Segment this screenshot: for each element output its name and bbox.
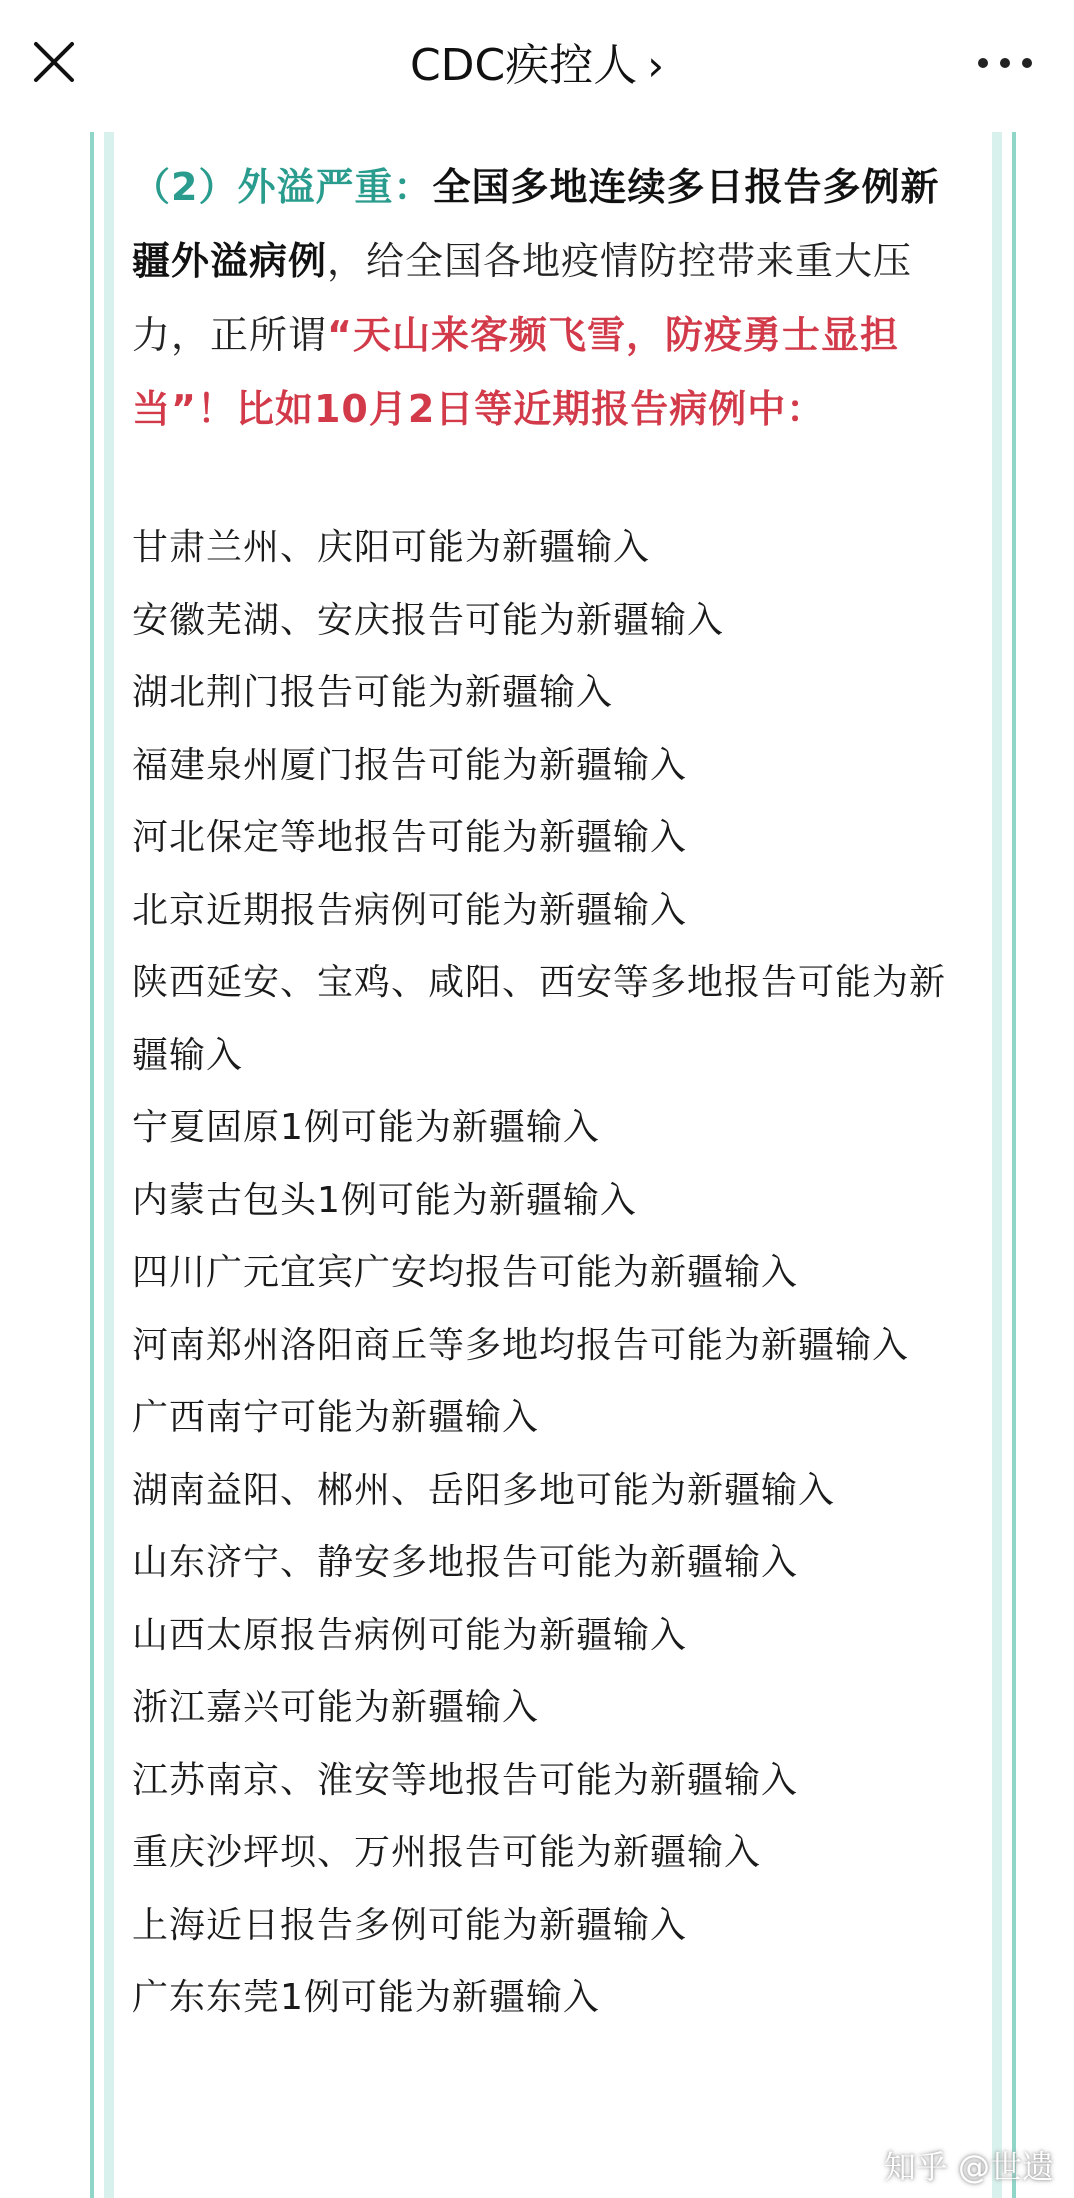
list-item: 内蒙古包头1例可能为新疆输入 xyxy=(132,1179,637,1221)
list-item: 宁夏固原1例可能为新疆输入 xyxy=(132,1107,600,1148)
list-item: 河北保定等地报告可能为新疆输入 xyxy=(132,817,688,858)
account-name: CDC疾控人 xyxy=(409,40,638,91)
list-item: 上海近日报告多例可能为新疆输入 xyxy=(132,1904,688,1946)
list-item: 四川广元宜宾广安均报告可能为新疆输入 xyxy=(132,1252,799,1293)
list-item: 广东东莞1例可能为新疆输入 xyxy=(132,1977,600,2018)
list-item: 甘肃兰州、庆阳可能为新疆输入 xyxy=(132,527,651,568)
list-item: 浙江嘉兴可能为新疆输入 xyxy=(132,1687,540,1728)
list-item: 安徽芜湖、安庆报告可能为新疆输入 xyxy=(132,599,725,641)
intro-normal-text: ，给全国各地疫情防控带来重大压力，正所谓 xyxy=(132,239,913,357)
intro-bold-text: 全国多地连续多日报告多例新疆外溢病例 xyxy=(132,165,940,283)
intro-paragraph xyxy=(132,150,962,446)
article-content xyxy=(132,150,962,2035)
account-title-link[interactable] xyxy=(0,0,1074,132)
case-list xyxy=(132,512,962,2035)
list-item: 湖北荆门报告可能为新疆输入 xyxy=(132,672,614,713)
list-item: 江苏南京、淮安等地报告可能为新疆输入 xyxy=(132,1759,799,1801)
top-navbar xyxy=(0,0,1074,132)
more-dots-icon[interactable] xyxy=(978,58,1034,74)
section-heading: （2）外溢严重： xyxy=(132,165,433,209)
list-item: 河南郑州洛阳商丘等多地均报告可能为新疆输入 xyxy=(132,1324,910,1366)
list-item: 北京近期报告病例可能为新疆输入 xyxy=(132,889,688,931)
list-item: 重庆沙坪坝、万州报告可能为新疆输入 xyxy=(132,1832,762,1873)
list-item: 陕西延安、宝鸡、咸阳、西安等多地报告可能为新疆输入 xyxy=(132,962,947,1076)
list-item: 广西南宁可能为新疆输入 xyxy=(132,1397,540,1438)
list-item: 湖南益阳、郴州、岳阳多地可能为新疆输入 xyxy=(132,1469,836,1511)
list-item: 山东济宁、静安多地报告可能为新疆输入 xyxy=(132,1542,799,1583)
intro-quote-text: “天山来客频飞雪，防疫勇士显担当”！比如10月2日等近期报告病例中： xyxy=(132,313,899,431)
list-item: 福建泉州厦门报告可能为新疆输入 xyxy=(132,744,688,786)
frame-border-right xyxy=(986,132,1026,2198)
frame-border-left xyxy=(90,132,130,2198)
watermark: 知乎 @世遗 xyxy=(883,2148,1054,2186)
list-item: 山西太原报告病例可能为新疆输入 xyxy=(132,1614,688,1656)
chevron-right-icon: › xyxy=(647,41,665,90)
